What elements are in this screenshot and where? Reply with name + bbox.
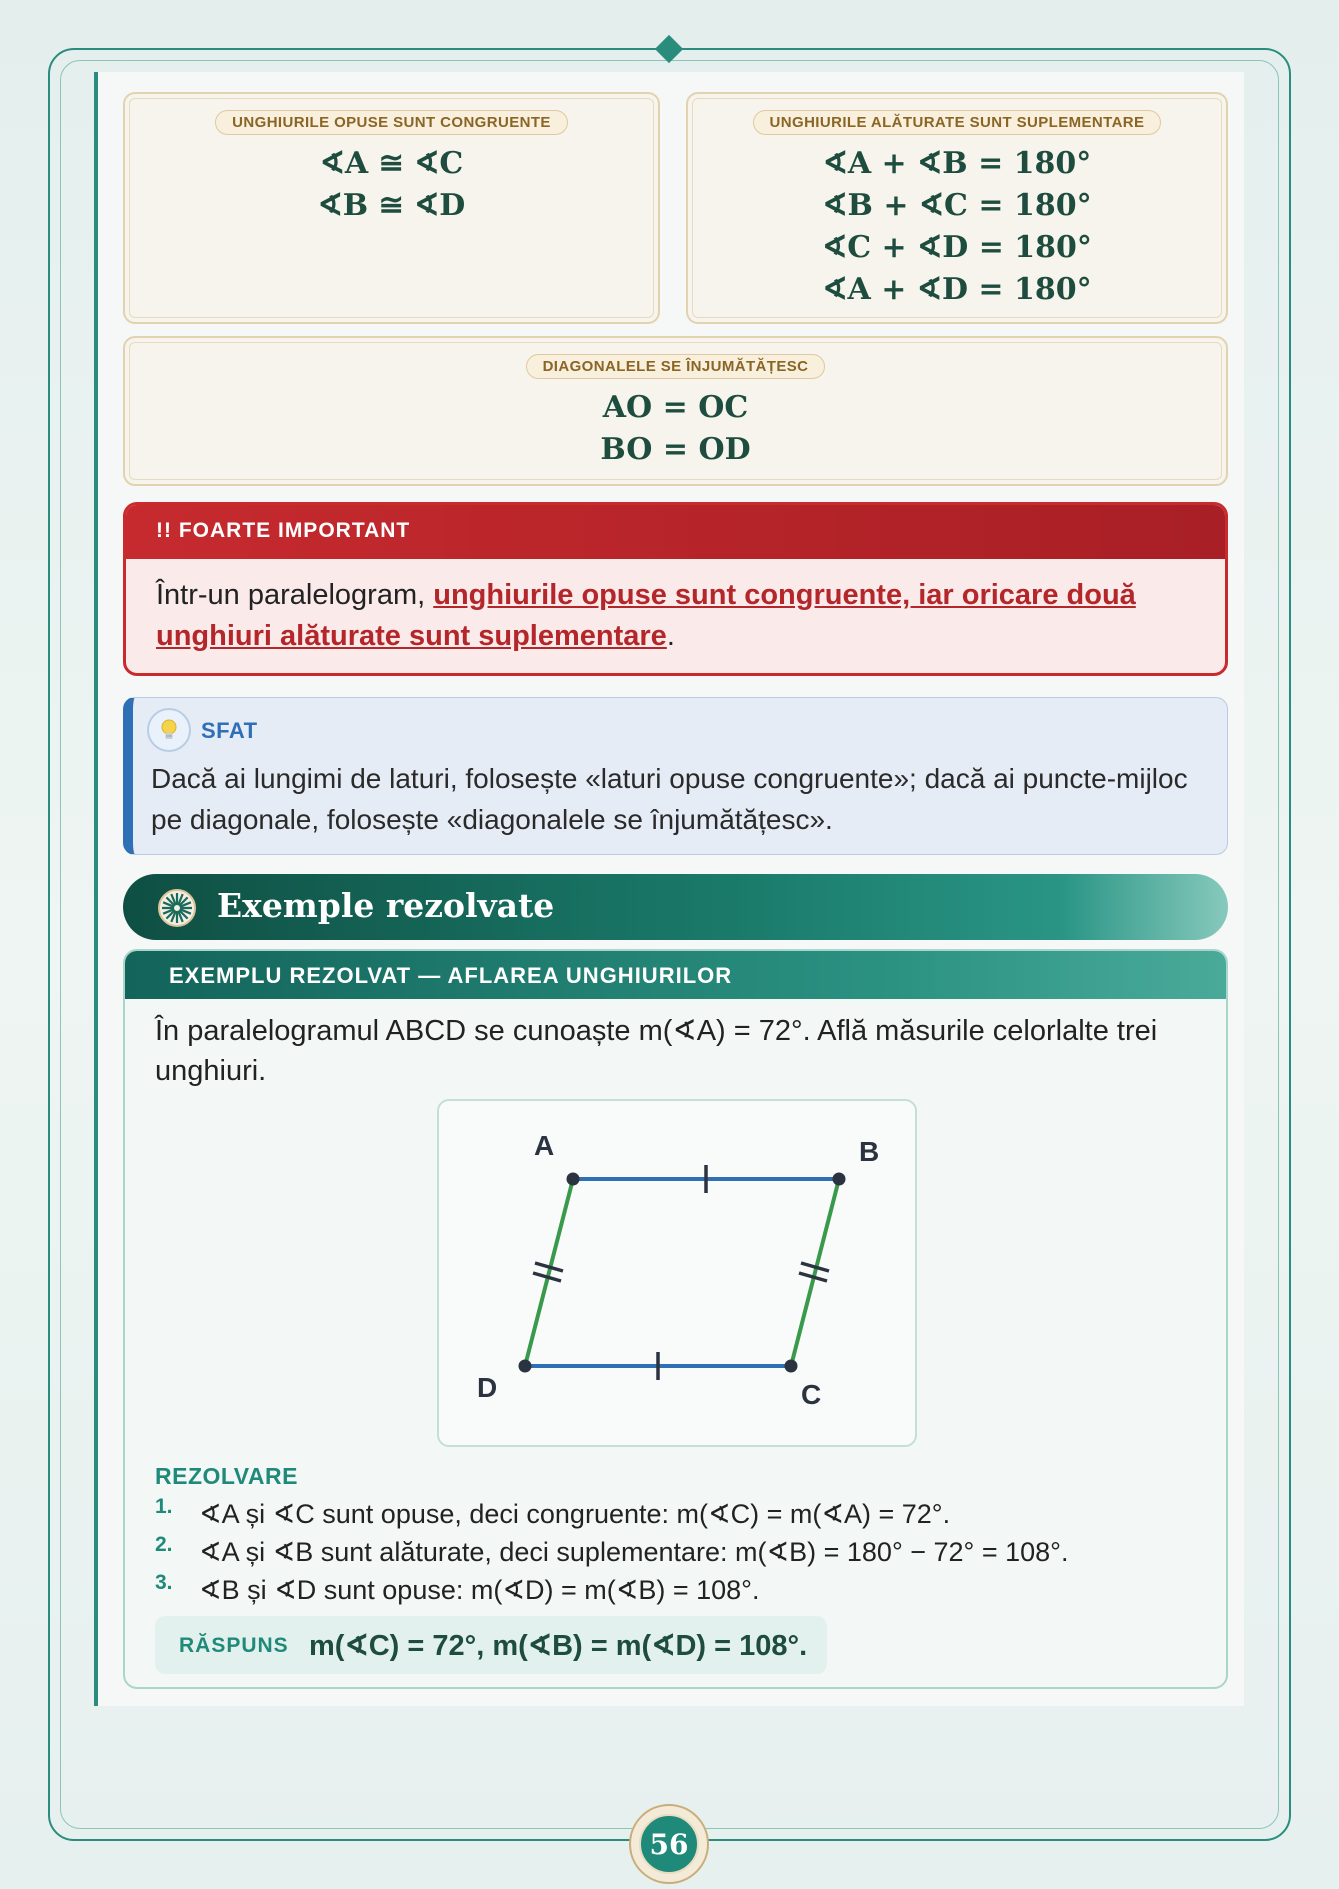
formula-line: ∢A + ∢B = 180°	[822, 146, 1092, 181]
example-card	[123, 949, 1228, 1689]
vertex-point	[567, 1173, 580, 1186]
important-callout	[123, 502, 1228, 676]
solution-step	[155, 1573, 1215, 1611]
prop-adjacent-title: UNGHIURILE ALĂTURATE SUNT SUPLEMENTARE	[753, 110, 1162, 135]
important-text	[126, 559, 1225, 657]
side-ad	[525, 1179, 573, 1366]
parallelogram-diagram	[439, 1101, 919, 1449]
answer-value: m(∢C) = 72°, m(∢B) = m(∢D) = 108°.	[309, 1630, 808, 1662]
formula-line: BO = OD	[600, 432, 751, 467]
step-number: 1.	[155, 1495, 173, 1518]
wheel-icon	[157, 888, 197, 928]
prop-opposite-angles	[123, 92, 660, 324]
vertex-label-a: A	[534, 1130, 555, 1161]
step-text: ∢B și ∢D sunt opuse: m(∢D) = m(∢B) = 108°.	[199, 1575, 760, 1605]
prop-diagonals-title: DIAGONALELE SE ÎNJUMĂTĂȚESC	[526, 354, 826, 379]
vertex-label-c: C	[801, 1379, 822, 1410]
prop-adjacent-angles	[686, 92, 1228, 324]
example-title: EXEMPLU REZOLVAT — AFLAREA UNGHIURILOR	[125, 951, 1226, 999]
page-content	[94, 72, 1244, 1706]
important-text-before: Într-un paralelogram,	[156, 579, 434, 611]
tip-callout	[123, 697, 1228, 855]
solution-step	[155, 1497, 1215, 1535]
tip-text: Dacă ai lungimi de laturi, folosește «laturi opuse congruente»; dacă ai puncte-mijloc pe diagonale, folosește «diagonalele se înjumătățesc».	[151, 763, 1188, 835]
section-header	[123, 874, 1228, 940]
answer-box	[155, 1616, 827, 1674]
page-number: 56	[639, 1814, 699, 1874]
step-number: 3.	[155, 1571, 173, 1594]
section-title: Exemple rezolvate	[217, 886, 555, 925]
step-text: ∢A și ∢C sunt opuse, deci congruente: m(∢C) = m(∢A) = 72°.	[199, 1499, 951, 1529]
solution-steps	[155, 1497, 1215, 1611]
important-highlight: unghiurile opuse sunt congruente, iar oricare două unghiuri alăturate sunt suplementare	[156, 579, 1136, 652]
formula-line: ∢A + ∢D = 180°	[822, 272, 1092, 307]
side-bc	[791, 1179, 839, 1366]
prop-diagonals	[123, 336, 1228, 486]
vertex-point	[519, 1360, 532, 1373]
example-statement: În paralelogramul ABCD se cunoaște m(∢A) = 72°. Află măsurile celorlalte trei unghiuri.	[155, 1015, 1158, 1087]
page-number-badge	[629, 1804, 709, 1884]
formula-line: ∢C + ∢D = 180°	[822, 230, 1092, 265]
formula-line: ∢B + ∢C = 180°	[822, 188, 1092, 223]
step-number: 2.	[155, 1533, 173, 1556]
formula-line: ∢B ≅ ∢D	[317, 188, 466, 223]
lightbulb-icon	[147, 708, 191, 752]
important-title: !! FOARTE IMPORTANT	[126, 505, 1225, 559]
important-text-after: .	[666, 620, 675, 652]
prop-opposite-title: UNGHIURILE OPUSE SUNT CONGRUENTE	[215, 110, 568, 135]
solution-title: REZOLVARE	[155, 1463, 298, 1489]
vertex-point	[785, 1360, 798, 1373]
formula-line: ∢A ≅ ∢C	[319, 146, 464, 181]
step-text: ∢A și ∢B sunt alăturate, deci suplementare: m(∢B) = 180° − 72° = 108°.	[199, 1537, 1069, 1567]
vertex-point	[833, 1173, 846, 1186]
vertex-label-d: D	[477, 1372, 498, 1403]
parallelogram-figure	[437, 1099, 917, 1447]
formula-line: AO = OC	[602, 390, 749, 425]
answer-label: RĂSPUNS	[179, 1634, 289, 1657]
tip-title: SFAT	[201, 718, 258, 743]
solution-step	[155, 1535, 1215, 1573]
vertex-label-b: B	[859, 1136, 880, 1167]
